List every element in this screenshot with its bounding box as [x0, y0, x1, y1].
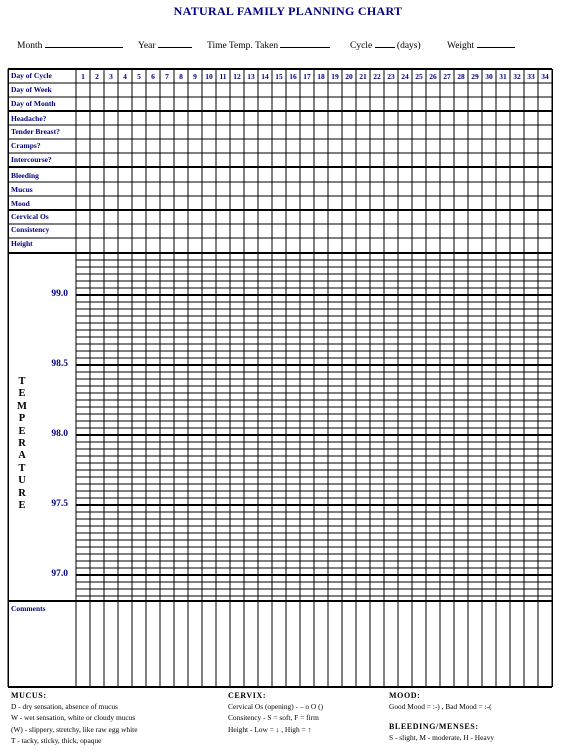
- temperature-letter: U: [18, 475, 26, 487]
- label-bleeding: Bleeding: [11, 171, 39, 180]
- label-consistency: Consistency: [11, 225, 50, 234]
- day-number: 14: [261, 72, 269, 81]
- day-number: 11: [219, 72, 227, 81]
- page-title: NATURAL FAMILY PLANNING CHART: [173, 4, 403, 18]
- legend-bleeding: [389, 721, 494, 743]
- label-day-of-week: Day of Week: [11, 85, 52, 94]
- day-number: 10: [205, 72, 213, 81]
- temperature-letter: T: [18, 462, 26, 474]
- temperature-letter: E: [18, 500, 26, 512]
- temp-tick-98-5: 98.5: [51, 359, 68, 369]
- temperature-letter: E: [18, 388, 26, 400]
- month-label: Month: [17, 41, 43, 51]
- label-height: Height: [11, 239, 33, 248]
- label-intercourse: Intercourse?: [11, 155, 52, 164]
- legend-cervix-line: Consitency - S = soft, F = firm: [228, 713, 319, 723]
- legend-cervix-line: Height - Low = ↓ , High = ↑: [228, 724, 312, 734]
- legend-bleeding-heading: BLEEDING/MENSES:: [389, 722, 479, 731]
- day-number: 21: [359, 72, 367, 81]
- label-mood: Mood: [11, 199, 30, 208]
- temperature-letter: T: [18, 376, 26, 387]
- day-number: 29: [471, 72, 479, 81]
- weight-label: Weight: [447, 41, 475, 51]
- temp-tick-97-0: 97.0: [51, 569, 68, 579]
- day-number: 3: [109, 72, 113, 81]
- temperature-letter: R: [18, 487, 26, 499]
- day-number: 13: [247, 72, 255, 81]
- day-number: 15: [275, 72, 283, 81]
- legend-cervix-heading: CERVIX:: [228, 691, 267, 700]
- temperature-letter: E: [18, 425, 26, 437]
- day-number: 32: [513, 72, 521, 81]
- temp-tick-97-5: 97.5: [51, 499, 68, 509]
- legend-cervix: [228, 690, 323, 735]
- day-number: 34: [541, 72, 549, 81]
- day-number: 2: [95, 72, 99, 81]
- day-number: 9: [193, 72, 197, 81]
- cycle-label: Cycle: [350, 41, 373, 51]
- legend-bleeding-line: S - slight, M - moderate, H - Heavy: [389, 733, 495, 743]
- label-comments: Comments: [11, 604, 46, 613]
- temperature-letter: M: [17, 400, 27, 412]
- label-day-of-month: Day of Month: [11, 99, 56, 108]
- temp-tick-99-0: 99.0: [51, 289, 68, 299]
- day-number: 16: [289, 72, 297, 81]
- day-number: 24: [401, 72, 409, 81]
- legend-mucus-heading: MUCUS:: [11, 691, 47, 700]
- day-number: 31: [499, 72, 507, 81]
- day-number: 6: [151, 72, 155, 81]
- label-cramps: Cramps?: [11, 141, 41, 150]
- day-number: 8: [179, 72, 183, 81]
- day-number: 25: [415, 72, 423, 81]
- day-number: 5: [137, 72, 141, 81]
- day-number: 18: [317, 72, 325, 81]
- label-headache: Headache?: [11, 114, 47, 123]
- day-number: 20: [345, 72, 353, 81]
- day-number: 33: [527, 72, 535, 81]
- time-temp-label: Time Temp. Taken: [207, 41, 279, 51]
- day-number: 22: [373, 72, 381, 81]
- legend-mood-line: Good Mood = :-) , Bad Mood = :-(: [389, 702, 492, 712]
- day-number: 17: [303, 72, 311, 81]
- legend-mucus-line: (W) - slippery, stretchy, like raw egg white: [11, 724, 138, 734]
- label-mucus: Mucus: [11, 185, 33, 194]
- day-number: 30: [485, 72, 493, 81]
- day-number: 1: [81, 72, 85, 81]
- legend-cervix-line: Cervical Os (opening) - – o O (): [228, 702, 324, 712]
- temperature-letter: A: [18, 450, 26, 462]
- legend-mood-heading: MOOD:: [389, 691, 421, 700]
- day-number: 12: [233, 72, 241, 81]
- day-number: 4: [123, 72, 127, 81]
- day-number: 23: [387, 72, 395, 81]
- temperature-axis-label: [17, 376, 27, 512]
- day-number: 28: [457, 72, 465, 81]
- temperature-letter: P: [18, 413, 26, 425]
- cycle-unit: (days): [396, 41, 421, 51]
- label-day-of-cycle: Day of Cycle: [11, 71, 52, 80]
- day-number: 27: [443, 72, 451, 81]
- temperature-letter: R: [18, 438, 26, 450]
- temp-tick-98-0: 98.0: [51, 429, 68, 439]
- legend-mucus-line: T - tacky, sticky, thick, opaque: [11, 735, 102, 745]
- legend-mucus-line: D - dry sensation, absence of mucus: [11, 702, 118, 712]
- legend-mucus-line: W - wet sensation, white or cloudy mucus: [11, 713, 136, 723]
- legend-mucus: [11, 690, 137, 746]
- year-label: Year: [138, 41, 156, 51]
- day-number: 19: [331, 72, 339, 81]
- legend-mood: [389, 690, 492, 712]
- label-cervical-os: Cervical Os: [11, 212, 49, 221]
- day-number: 26: [429, 72, 437, 81]
- day-number: 7: [165, 72, 169, 81]
- label-tender-breast: Tender Breast?: [11, 127, 60, 136]
